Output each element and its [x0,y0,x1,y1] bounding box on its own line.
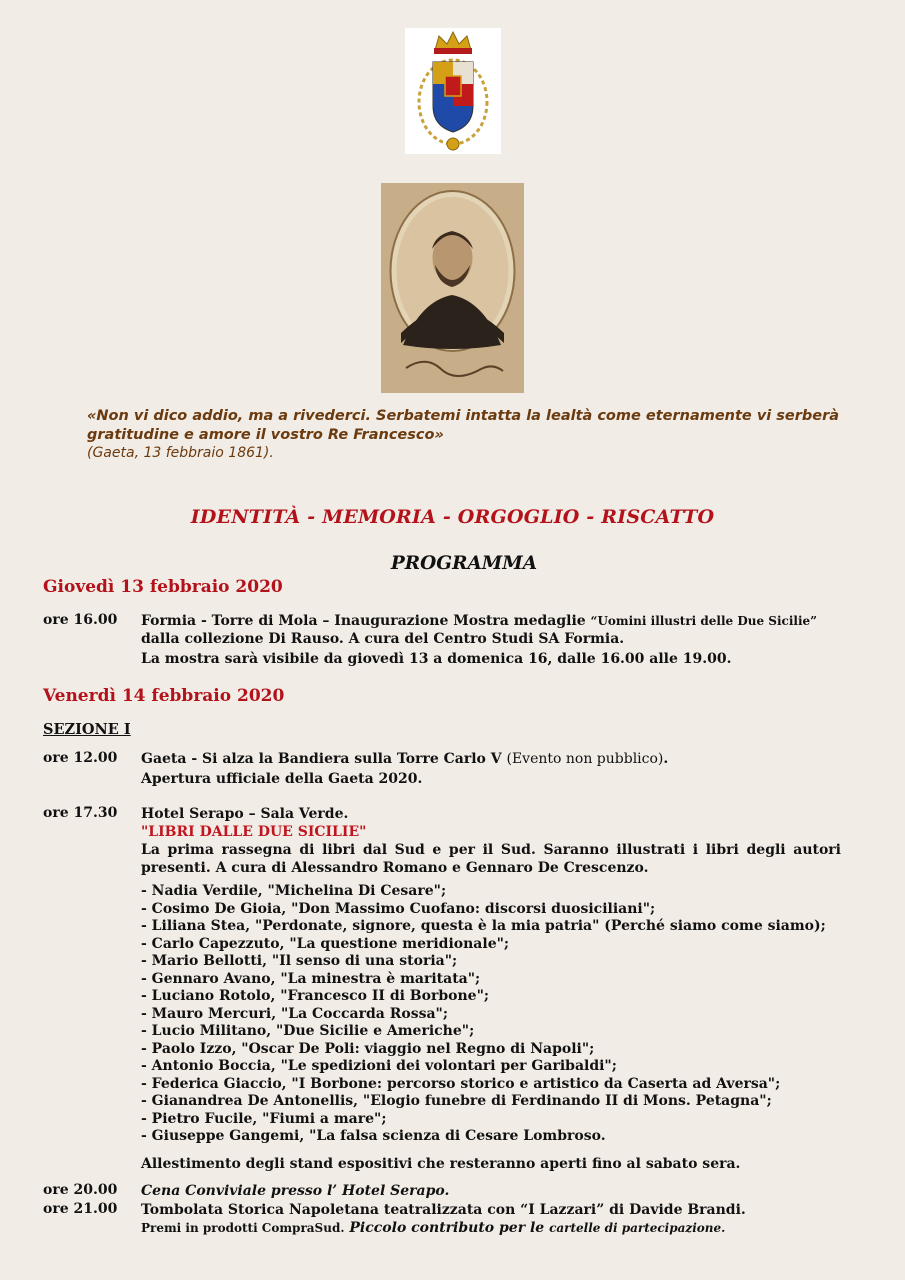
king-quote: «Non vi dico addio, ma a rivederci. Serbatemi intatta la lealtà come eternamente vi serberà gratitudine e amore il vostro Re Francesco» [87,408,840,443]
king-portrait-photo [381,183,524,393]
day2-e4-line2c: cartelle di partecipazione. [549,1221,726,1235]
day2-e4 [141,1201,746,1237]
list-item: - Nadia Verdile, "Michelina Di Cesare"; [141,883,447,899]
book-list [141,883,826,1146]
motto-heading: IDENTITÀ - MEMORIA - ORGOGLIO - RISCATTO [190,506,715,528]
list-item: - Liliana Stea, "Perdonate, signore, questa è la mia patria" (Perché siamo come siamo); [141,918,826,934]
list-item: - Antonio Boccia, "Le spedizioni dei volontari per Garibaldi"; [141,1058,617,1074]
list-item: - Gennaro Avano, "La minestra è maritata"; [141,970,481,987]
day2-e4-time: ore 21.00 [43,1201,118,1217]
quote-source: (Gaeta, 13 febbraio 1861). [87,445,274,461]
day2-e3-time: ore 20.00 [43,1182,118,1198]
day2-e2-desc: La prima rassegna di libri dal Sud e per il Sud. Saranno illustrati i libri degli autori presenti. A cura di Alessandro Romano e Gennaro De Crescenzo. [141,842,841,876]
royal-coat-of-arms [405,28,501,154]
day2-e2-line1: Hotel Serapo – Sala Verde. [141,806,349,822]
day2-title: Venerdì 14 febbraio 2020 [43,686,285,706]
day1-line3: La mostra sarà visibile da giovedì 13 a domenica 16, dalle 16.00 alle 19.00. [141,651,732,667]
list-item: - Luciano Rotolo, "Francesco II di Borbone"; [141,988,490,1004]
day1-line1-small: “Uomini illustri delle Due Sicilie” [590,614,818,628]
day1-line1: Formia - Torre di Mola – Inaugurazione Mostra medaglie [141,613,586,629]
day1-line2: dalla collezione Di Rauso. A cura del Centro Studi SA Formia. [141,631,625,647]
day2-e1-line1: Gaeta - Si alza la Bandiera sulla Torre Carlo V [141,751,502,767]
list-item: - Gianandrea De Antonellis, "Elogio funebre di Ferdinando II di Mons. Petagna"; [141,1093,772,1109]
list-item: - Federica Giaccio, "I Borbone: percorso storico e artistico da Caserta ad Aversa"; [141,1075,781,1092]
stands-note: Allestimento degli stand espositivi che resteranno aperti fino al sabato sera. [141,1156,741,1172]
list-item: - Lucio Militano, "Due Sicilie e Americhe"; [141,1023,475,1039]
day2-e2 [141,805,841,877]
list-item: - Carlo Capezzuto, "La questione meridionale"; [141,935,510,952]
list-item: - Giuseppe Gangemi, "La falsa scienza di Cesare Lombroso. [141,1128,606,1144]
day2-e4-line2b: Piccolo contributo per le [349,1220,545,1236]
list-item: - Cosimo De Gioia, "Don Massimo Cuofano: discorsi duosiciliani"; [141,900,656,917]
day2-e4-line2a: Premi in prodotti CompraSud. [141,1221,345,1235]
program-title: PROGRAMMA [390,553,538,574]
day2-e1: Gaeta - Si alza la Bandiera sulla Torre Carlo V (Evento non pubblico). Apertura ufficiale della Gaeta 2020. [141,751,669,787]
day1-title: Giovedì 13 febbraio 2020 [43,577,283,597]
section-heading: SEZIONE I [43,721,131,738]
day2-e2-red: "LIBRI DALLE DUE SICILIE" [141,824,367,840]
day2-e3-text: Cena Conviviale presso l’ Hotel Serapo. [141,1183,450,1199]
day2-e4-line1: Tombolata Storica Napoletana teatralizzata con “I Lazzari” di Davide Brandi. [141,1202,746,1218]
list-item: - Mario Bellotti, "Il senso di una storia"; [141,953,458,969]
day2-e2-time: ore 17.30 [43,805,118,821]
day2-e1-line2: Apertura ufficiale della Gaeta 2020. [141,771,423,787]
day1-time: ore 16.00 [43,612,118,628]
day2-e1-time: ore 12.00 [43,750,118,766]
list-item: - Paolo Izzo, "Oscar De Poli: viaggio nel Regno di Napoli"; [141,1040,595,1057]
day2-e1-line1-norm: (Evento non pubblico) [506,751,664,767]
list-item: - Mauro Mercuri, "La Coccarda Rossa"; [141,1005,449,1022]
list-item: - Pietro Fucile, "Fiumi a mare"; [141,1110,387,1127]
day1-event [141,612,817,668]
